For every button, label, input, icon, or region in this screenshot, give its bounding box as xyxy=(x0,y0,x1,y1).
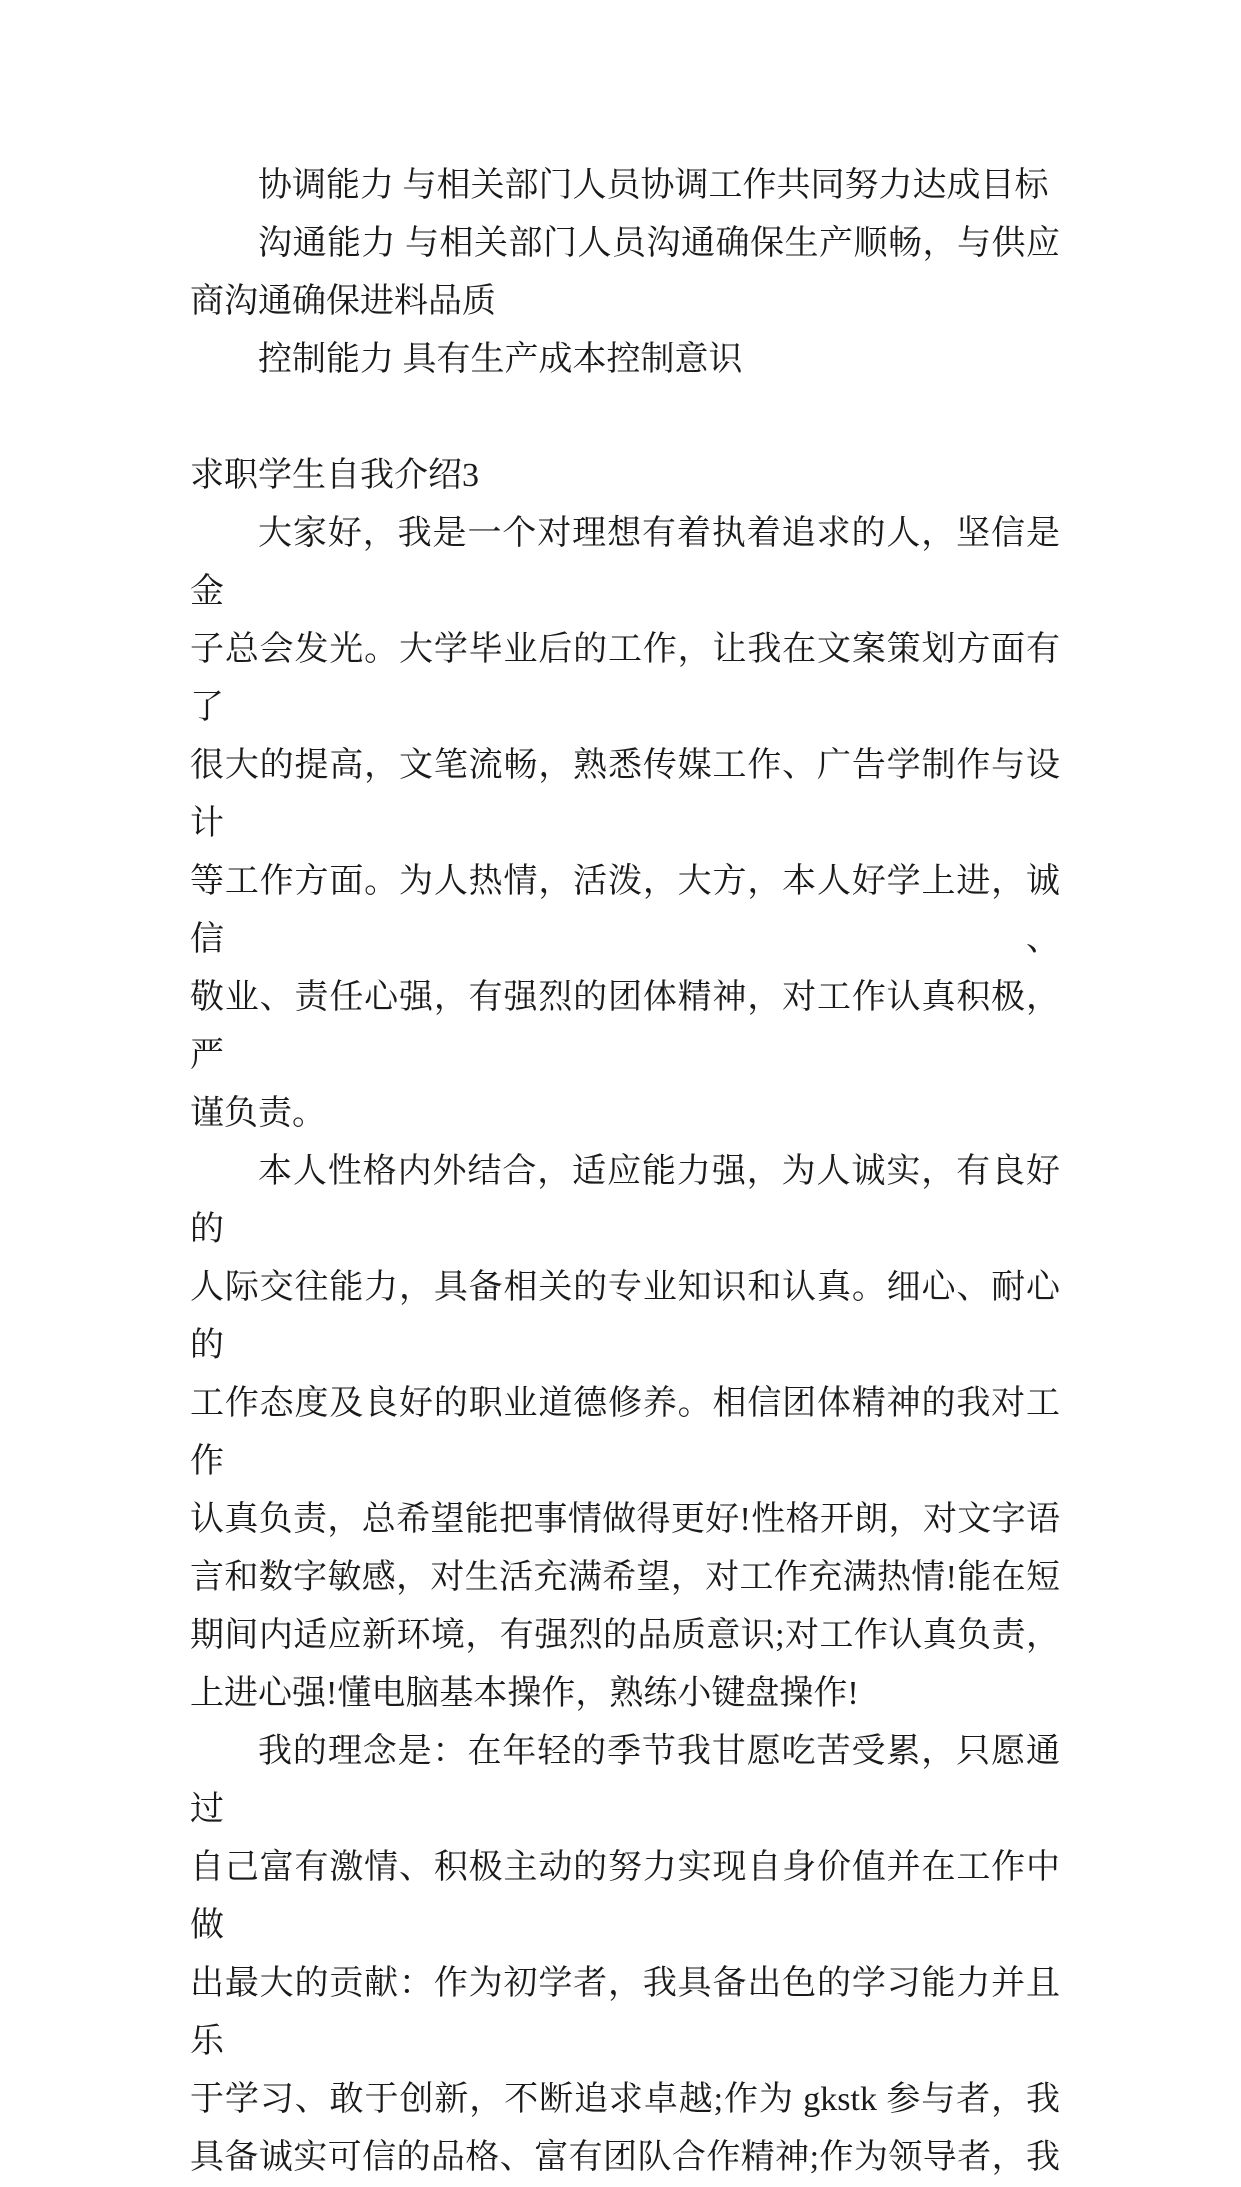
document-text-block xyxy=(190,157,1060,2187)
text-line: 沟通能力 与相关部门人员沟通确保生产顺畅，与供应 xyxy=(258,225,1060,262)
section-heading: 求职学生自我介绍3 xyxy=(190,457,479,494)
text-line: 自己富有激情、积极主动的努力实现自身价值并在工作中做 xyxy=(190,1849,1060,1944)
text-line: 子总会发光。大学毕业后的工作，让我在文案策划方面有了 xyxy=(190,631,1060,726)
text-line: 敬业、责任心强，有强烈的团体精神，对工作认真积极，严 xyxy=(190,979,1060,1074)
text-line: 谨负责。 xyxy=(190,1095,326,1132)
text-line: 控制能力 具有生产成本控制意识 xyxy=(258,341,743,378)
text-line: 协调能力 与相关部门人员协调工作共同努力达成目标 xyxy=(258,167,1049,204)
text-line: 具备诚实可信的品格、富有团队合作精神;作为领导者，我 xyxy=(190,2139,1060,2176)
text-line: 商沟通确保进料品质 xyxy=(190,283,496,320)
text-line: 本人性格内外结合，适应能力强，为人诚实，有良好的 xyxy=(190,1153,1060,1248)
text-line: 等工作方面。为人热情，活泼，大方，本人好学上进，诚信、 xyxy=(190,863,1060,958)
text-line: 于学习、敢于创新，不断追求卓越;作为 gkstk 参与者，我 xyxy=(190,2081,1060,2118)
text-line: 人际交往能力，具备相关的专业知识和认真。细心、耐心的 xyxy=(190,1269,1060,1364)
text-line: 工作态度及良好的职业道德修养。相信团体精神的我对工作 xyxy=(190,1385,1060,1480)
text-line: 大家好，我是一个对理想有着执着追求的人，坚信是金 xyxy=(190,515,1060,610)
text-line: 很大的提高，文笔流畅，熟悉传媒工作、广告学制作与设计 xyxy=(190,747,1060,842)
blank-line xyxy=(190,389,1060,447)
text-line: 上进心强!懂电脑基本操作，熟练小键盘操作! xyxy=(190,1675,859,1712)
text-line: 言和数字敏感，对生活充满希望，对工作充满热情!能在短 xyxy=(190,1559,1060,1596)
text-line: 期间内适应新环境，有强烈的品质意识;对工作认真负责， xyxy=(190,1617,1060,1654)
text-line: 认真负责，总希望能把事情做得更好!性格开朗，对文字语 xyxy=(190,1501,1060,1538)
text-line: 我的理念是：在年轻的季节我甘愿吃苦受累，只愿通过 xyxy=(190,1733,1060,1828)
text-line: 出最大的贡献：作为初学者，我具备出色的学习能力并且乐 xyxy=(190,1965,1060,2060)
